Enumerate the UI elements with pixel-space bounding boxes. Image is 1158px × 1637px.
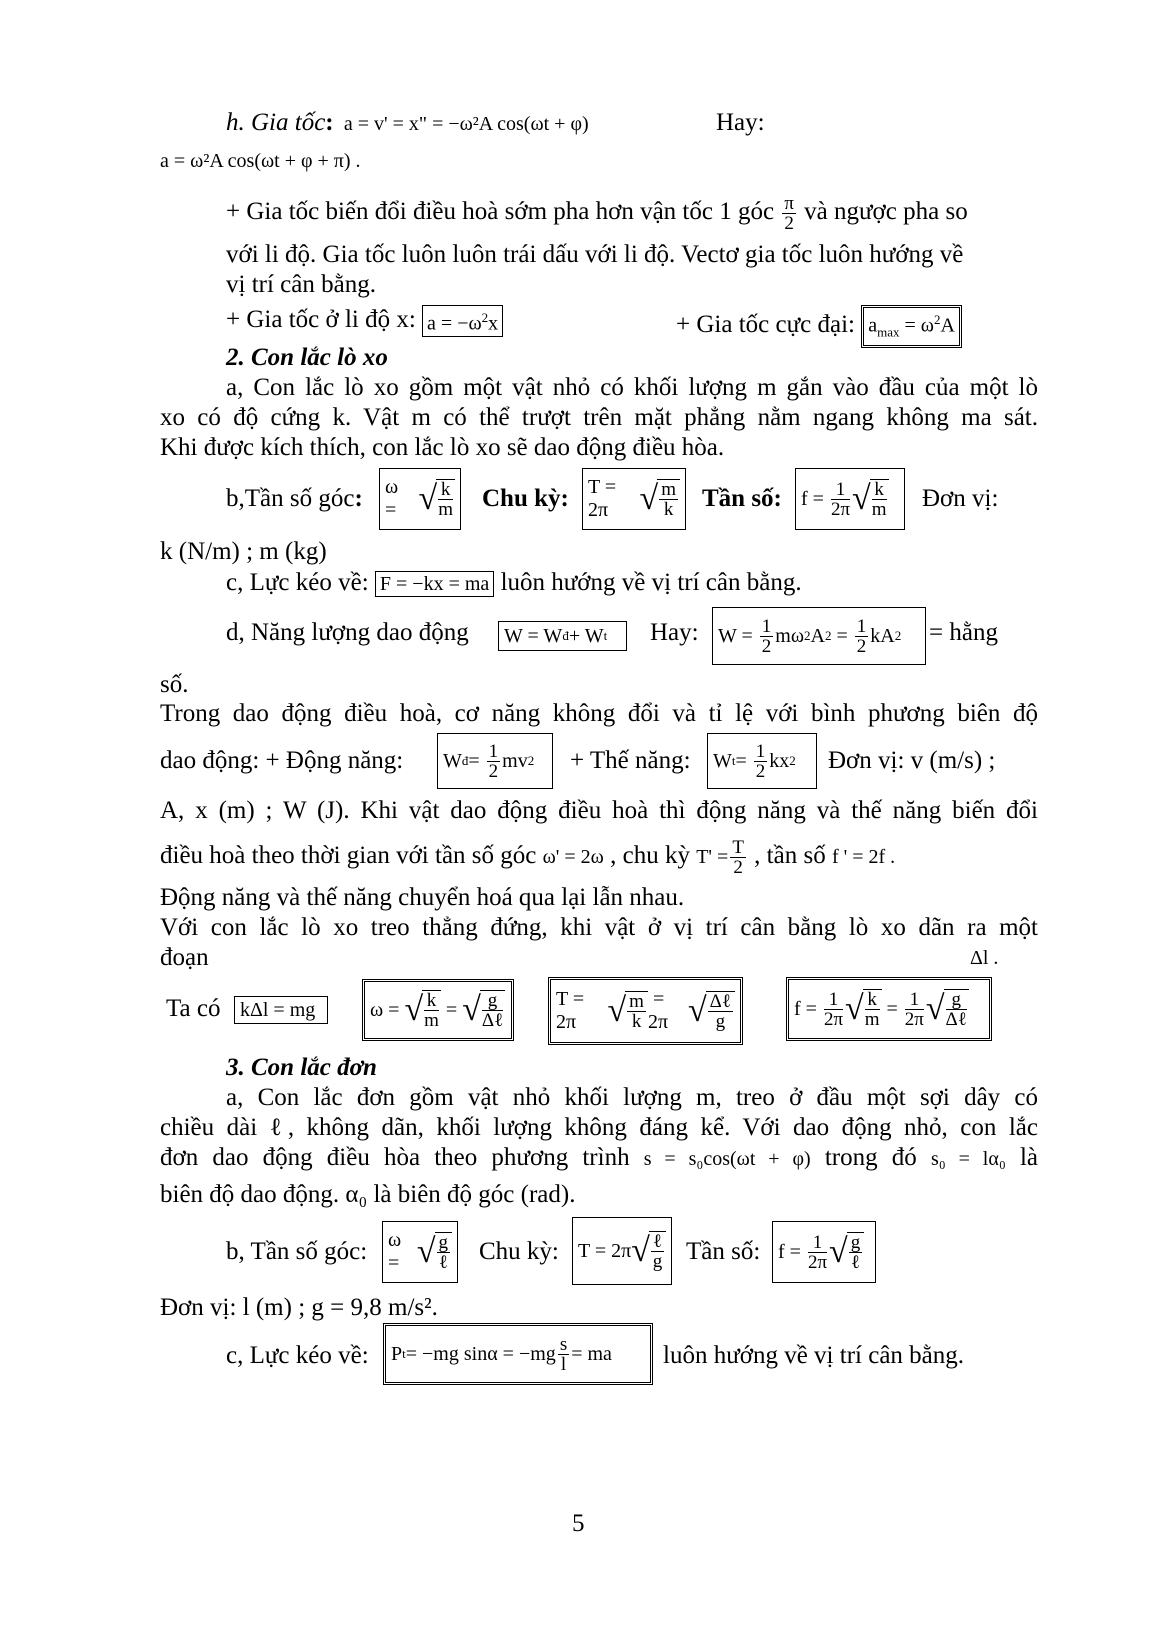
accel-at-x: + Gia tốc ở li độ x: $a = -\omega^2x$	[226, 305, 503, 337]
potential-energy-formula: W t = $\frac{1}{2}$ kx 2	[707, 733, 817, 789]
vertical-spring-omega: ω = √ $\frac{k}{m}$ = √ $\frac{g}{\text{Δℓ}}$	[362, 979, 514, 1041]
spring-energy-formula-2: W = $\frac{1}{2}$ mω 2 A 2 = $\frac{1}{2}$ kA 2	[712, 607, 926, 665]
t-over-2: $\frac{T}{2}$	[732, 837, 744, 878]
kinetic-energy-formula: W đ = $\frac{1}{2}$ mv 2	[437, 733, 553, 789]
spring-freq-formula: f = $\frac{1}{2\pi}$ √ $\frac{k}{m}$	[795, 468, 905, 530]
pendulum-freq-label: Tần số:	[686, 1238, 761, 1265]
vertical-spring-period: T = 2π √ $\frac{m}{k}$ = 2π √ $\frac{\text{Δℓ}}{g}$	[548, 977, 743, 1045]
accel-equation: a = v' = x" = −ω²A cos(ωt + φ)	[343, 113, 589, 135]
spring-e2b: + Thế năng:	[570, 747, 691, 774]
spring-v2-end: Δl .	[970, 947, 999, 969]
page-number: 5	[572, 1510, 585, 1537]
accel-p2: với li độ. Gia tốc luôn luôn trái dấu với li độ. Vectơ gia tốc luôn hướng về	[226, 241, 964, 268]
pi-over-2: $\frac{\pi}{2}$	[784, 193, 794, 234]
spring-c: c, Lực kéo về: F = −kx = ma luôn hướng về vị trí cân bằng.	[226, 569, 802, 596]
spring-period-formula: T = 2π √ $\frac{m}{k}$	[582, 468, 686, 530]
spring-units: k (N/m) ; m (kg)	[160, 538, 327, 565]
spring-d-tail: = hằng	[929, 619, 998, 646]
spring-d-tail2: số.	[160, 671, 189, 698]
spring-d-label: d, Năng lượng dao động	[226, 619, 469, 646]
vertical-spring-freq: f = $\frac{1}{2\pi}$ √ $\frac{k}{m}$ = $\frac{1}{2\pi}$ √ $\frac{g}{\text{Δℓ}}$	[786, 977, 992, 1041]
spring-v1: Với con lắc lò xo treo thẳng đứng, khi vật ở vị trí cân bằng lò xo dãn ra một	[160, 914, 1038, 941]
spring-b-label: b,Tần số góc:	[226, 485, 363, 512]
spring-force-formula: F = −kx = ma	[375, 571, 494, 597]
pendulum-units: Đơn vị: l (m) ; g = 9,8 m/s².	[160, 1294, 438, 1321]
spring-unit-label: Đơn vị:	[922, 485, 999, 512]
pendulum-a3: đơn dao động điều hòa theo phương trình s = s₀cos(ωt + φ) trong đó s₀ = lα₀ là	[160, 1144, 1039, 1171]
spring-e1: Trong dao động điều hoà, cơ năng không đổi và tỉ lệ với bình phương biên độ	[160, 700, 1038, 727]
pendulum-c-tail: luôn hướng về vị trí cân bằng.	[663, 1342, 965, 1369]
pendulum-b-label: b, Tần số góc:	[226, 1238, 368, 1265]
pendulum-freq-formula: f = $\frac{1}{2\pi}$ √ $\frac{g}{\text{ℓ}}$	[772, 1221, 876, 1283]
accel-phase-text: + Gia tốc biến đổi điều hoà sớm pha hơn vận tốc 1 góc $\frac{\pi}{2}$ và ngược pha so	[226, 193, 968, 234]
pendulum-period-label: Chu kỳ:	[479, 1238, 559, 1265]
pendulum-period-formula: T = 2π √ $\frac{\text{ℓ}}{g}$	[572, 1217, 672, 1285]
spring-taco: Ta có	[166, 995, 221, 1022]
spring-v2: đoạn	[160, 944, 209, 971]
spring-e2c: Đơn vị: v (m/s) ;	[828, 747, 996, 774]
pendulum-c-label: c, Lực kéo về:	[226, 1342, 369, 1369]
spring-e4: điều hoà theo thời gian với tần số góc ω' = 2ω , chu kỳ T' = $\frac{T}{2}$ , tần số f ' = 2f .	[160, 837, 896, 878]
pendulum-force-formula: P t = −mg sinα = −mg $\frac{s}{l}$ = ma	[383, 1323, 653, 1385]
pendulum-omega-formula: ω = √ $\frac{g}{\text{ℓ}}$	[382, 1221, 458, 1283]
accel-equation-alt: a = ω²A cos(ωt + φ + π) .	[160, 150, 361, 172]
spring-d-hay: Hay:	[650, 619, 699, 646]
spring-heading: 2. Con lắc lò xo	[226, 344, 388, 371]
spring-equilibrium-formula: kΔl = mg	[234, 996, 328, 1024]
spring-e5: Động năng và thế năng chuyển hoá qua lại lẫn nhau.	[160, 884, 685, 911]
accel-label: h. Gia tốc	[226, 109, 326, 136]
spring-a2: xo có độ cứng k. Vật m có thể trượt trên mặt phẳng nằm ngang không ma sát.	[160, 404, 1038, 431]
accel-heading: h. Gia tốc: a = v' = x" = −ω²A cos(ωt + φ)	[226, 109, 589, 136]
spring-period-label: Chu kỳ:	[482, 485, 569, 512]
accel-max-formula: $a_{max} = \omega^2A$	[861, 305, 962, 348]
spring-e3: A, x (m) ; W (J). Khi vật dao động điều hoà thì động năng và thế năng biến đổi	[160, 797, 1038, 824]
accel-max: + Gia tốc cực đại: $a_{max} = \omega^2A$	[676, 305, 962, 348]
spring-a1: a, Con lắc lò xo gồm một vật nhỏ có khối lượng m gắn vào đầu của một lò	[226, 374, 1038, 401]
spring-omega-formula: ω = √ $\frac{k}{m}$	[379, 468, 461, 530]
accel-p3: vị trí cân bằng.	[226, 271, 376, 298]
spring-a3: Khi được kích thích, con lắc lò xo sẽ dao động điều hòa.	[160, 434, 725, 461]
pendulum-a2: chiều dài ℓ, không dãn, khối lượng không đáng kể. Với dao động nhỏ, con lắc	[160, 1114, 1038, 1141]
spring-freq-label: Tần số:	[702, 485, 782, 512]
pendulum-heading: 3. Con lắc đơn	[226, 1054, 377, 1081]
accel-hay: Hay:	[716, 109, 765, 136]
pendulum-a1: a, Con lắc đơn gồm vật nhỏ khối lượng m, treo ở đầu một sợi dây có	[226, 1084, 1038, 1111]
spring-energy-formula: W = W đ + W t	[498, 621, 627, 651]
accel-at-x-formula: $a = -\omega^2x$	[422, 305, 503, 337]
pendulum-a4: biên độ dao động. α₀ là biên độ góc (rad).	[160, 1181, 576, 1208]
spring-e2a: dao động: + Động năng:	[160, 747, 404, 774]
